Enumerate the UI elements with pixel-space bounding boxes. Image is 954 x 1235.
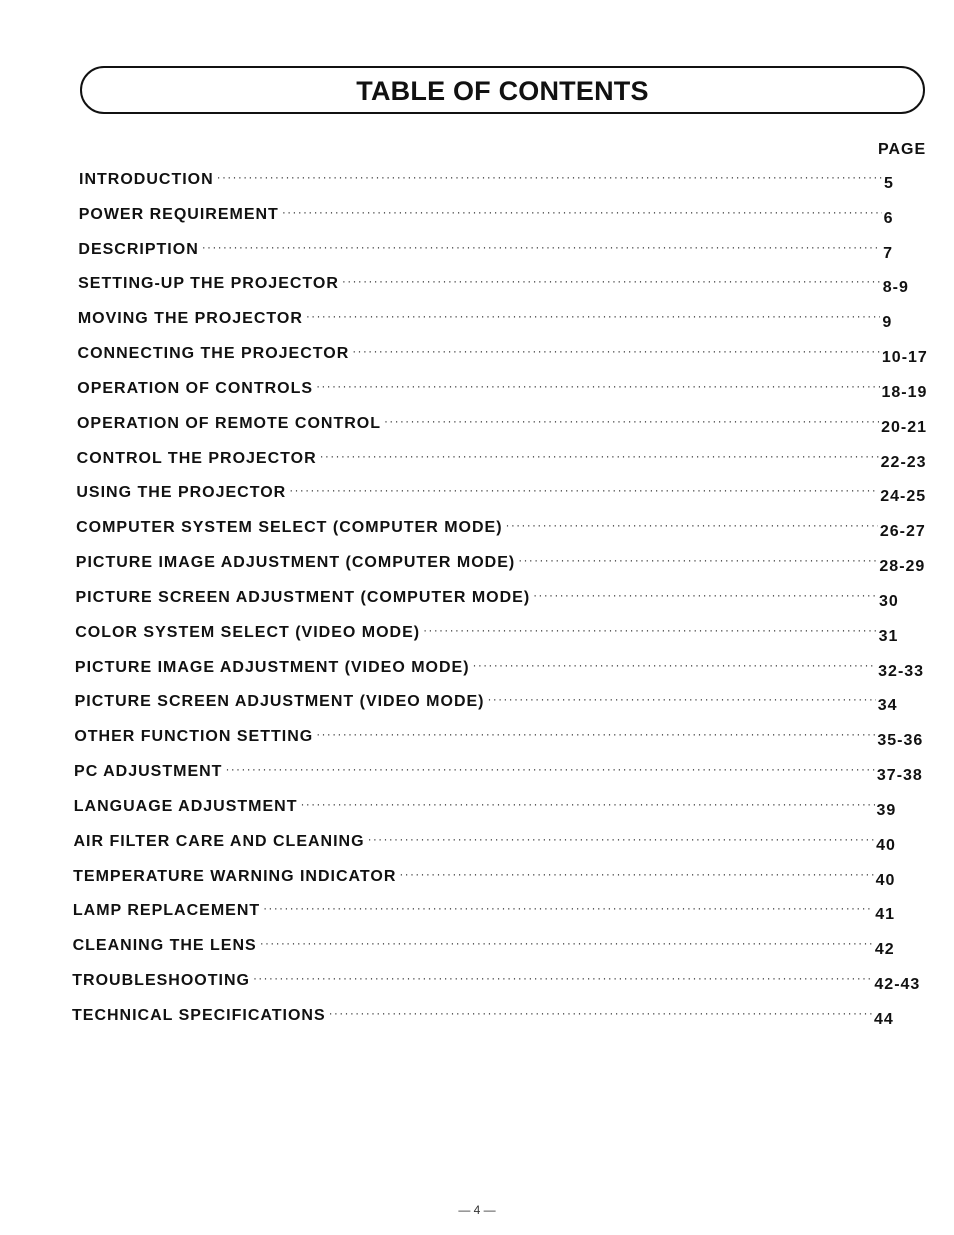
toc-entry [72, 1007, 926, 1031]
toc-entry-page: 31 [878, 627, 899, 645]
dot-leader [260, 936, 873, 950]
toc-entry-title: CLEANING THE LENS [72, 937, 257, 955]
toc-entry-page: 40 [876, 836, 896, 854]
toc-entry [77, 450, 933, 474]
toc-entry [76, 519, 932, 543]
toc-entry-title: TEMPERATURE WARNING INDICATOR [73, 867, 397, 885]
toc-entry-title: PICTURE SCREEN ADJUSTMENT (VIDEO MODE) [74, 693, 485, 711]
toc-entry-page: 34 [877, 697, 898, 715]
toc-entry-page: 35-36 [877, 732, 924, 750]
toc-entry-page: 30 [879, 592, 899, 610]
toc-entry [78, 241, 935, 265]
toc-entry [75, 659, 930, 683]
toc-entry [77, 380, 933, 404]
dot-leader [263, 901, 873, 915]
toc-entry-title: SETTING-UP THE PROJECTOR [78, 275, 339, 293]
dot-leader [282, 205, 882, 219]
toc-entry-title: COLOR SYSTEM SELECT (VIDEO MODE) [75, 623, 421, 641]
toc-entry [73, 902, 927, 926]
dot-leader [506, 518, 878, 532]
toc-entry-page: 37-38 [876, 767, 923, 785]
dot-leader [473, 658, 877, 672]
dot-leader [217, 170, 882, 184]
dot-leader [301, 797, 875, 811]
toc-entry-title: DESCRIPTION [78, 240, 199, 258]
toc-entry [73, 833, 928, 857]
toc-entry [79, 171, 936, 195]
toc-entry-title: OTHER FUNCTION SETTING [74, 728, 314, 746]
toc-entry-page: 32-33 [878, 662, 925, 680]
page-title: TABLE OF CONTENTS [356, 76, 649, 106]
dot-leader [488, 692, 876, 706]
dot-leader [533, 588, 877, 602]
toc-entry [76, 589, 932, 613]
toc-entry [73, 868, 928, 892]
toc-entry [72, 972, 926, 996]
toc-entry-title: COMPUTER SYSTEM SELECT (COMPUTER MODE) [76, 519, 503, 537]
toc-entry-title: MOVING THE PROJECTOR [77, 310, 303, 328]
dot-leader [202, 240, 881, 254]
dot-leader [423, 623, 876, 637]
toc-entry-title: TECHNICAL SPECIFICATIONS [72, 1006, 326, 1024]
toc-entry-title: AIR FILTER CARE AND CLEANING [73, 832, 365, 850]
toc-entry-page: 18-19 [881, 383, 928, 401]
dot-leader [320, 449, 879, 463]
toc-entry-page: 41 [875, 906, 896, 924]
toc-entry-page: 7 [883, 244, 894, 262]
toc-entry-page: 40 [875, 871, 896, 889]
toc-entry-title: LAMP REPLACEMENT [72, 902, 261, 920]
dot-leader [352, 344, 880, 358]
toc-entry-page: 20-21 [881, 418, 927, 436]
toc-entry [78, 310, 935, 334]
dot-leader [329, 1006, 872, 1020]
dot-leader [316, 727, 875, 741]
toc-entry [74, 763, 929, 787]
toc-entry-title: OPERATION OF CONTROLS [77, 379, 314, 397]
toc-entry-title: CONNECTING THE PROJECTOR [77, 345, 350, 363]
page-number: — 4 — [458, 1203, 496, 1217]
toc-entry-page: 42-43 [874, 976, 921, 994]
toc-entry-title: OPERATION OF REMOTE CONTROL [76, 414, 381, 432]
dot-leader [306, 309, 880, 323]
toc-entry-title: PICTURE IMAGE ADJUSTMENT (VIDEO MODE) [74, 658, 470, 676]
toc-entry [76, 484, 932, 508]
toc-entry [73, 937, 927, 961]
toc-entry-title: PICTURE SCREEN ADJUSTMENT (COMPUTER MODE) [75, 588, 531, 606]
toc-entry-title: PC ADJUSTMENT [74, 763, 223, 781]
toc-entry-title: TROUBLESHOOTING [72, 972, 250, 990]
toc-entry-title: INTRODUCTION [79, 171, 214, 188]
toc-entry [79, 206, 936, 230]
toc-entry-title: CONTROL THE PROJECTOR [76, 449, 317, 467]
toc-entry-page: 6 [883, 209, 894, 227]
toc-entry-title: POWER REQUIREMENT [78, 205, 279, 223]
toc-entry [74, 798, 929, 822]
dot-leader [342, 274, 881, 288]
dot-leader [518, 553, 877, 567]
toc-entry-page: 44 [874, 1010, 894, 1028]
dot-leader [289, 483, 878, 497]
toc-entry-page: 26-27 [879, 523, 926, 541]
dot-leader [399, 867, 873, 881]
toc-entry-title: PICTURE IMAGE ADJUSTMENT (COMPUTER MODE) [75, 554, 516, 572]
toc-entry-page: 5 [884, 175, 894, 192]
toc-entry [77, 415, 933, 439]
toc-entry-page: 9 [882, 314, 893, 332]
toc-entry-title: USING THE PROJECTOR [76, 484, 287, 502]
dot-leader [225, 762, 874, 776]
toc-entry-page: 10-17 [881, 349, 928, 367]
toc-entry-title: LANGUAGE ADJUSTMENT [73, 797, 298, 815]
toc-entry [74, 728, 929, 752]
toc-entry [78, 275, 935, 299]
toc-entry-page: 28-29 [879, 558, 926, 576]
toc-entry-page: 22-23 [880, 453, 927, 471]
toc-entry [75, 624, 930, 648]
dot-leader [368, 832, 875, 846]
toc-entry [76, 554, 932, 578]
dot-leader [316, 379, 879, 393]
toc-entry-page: 39 [876, 801, 897, 819]
toc-entry-page: 24-25 [880, 488, 927, 506]
dot-leader [253, 971, 872, 985]
dot-leader [384, 414, 879, 428]
page-column-label: PAGE [878, 141, 927, 158]
toc-entry [75, 693, 930, 717]
toc-entry [78, 345, 934, 369]
toc-entry-page: 8-9 [882, 279, 909, 297]
toc-entry-page: 42 [874, 941, 895, 959]
